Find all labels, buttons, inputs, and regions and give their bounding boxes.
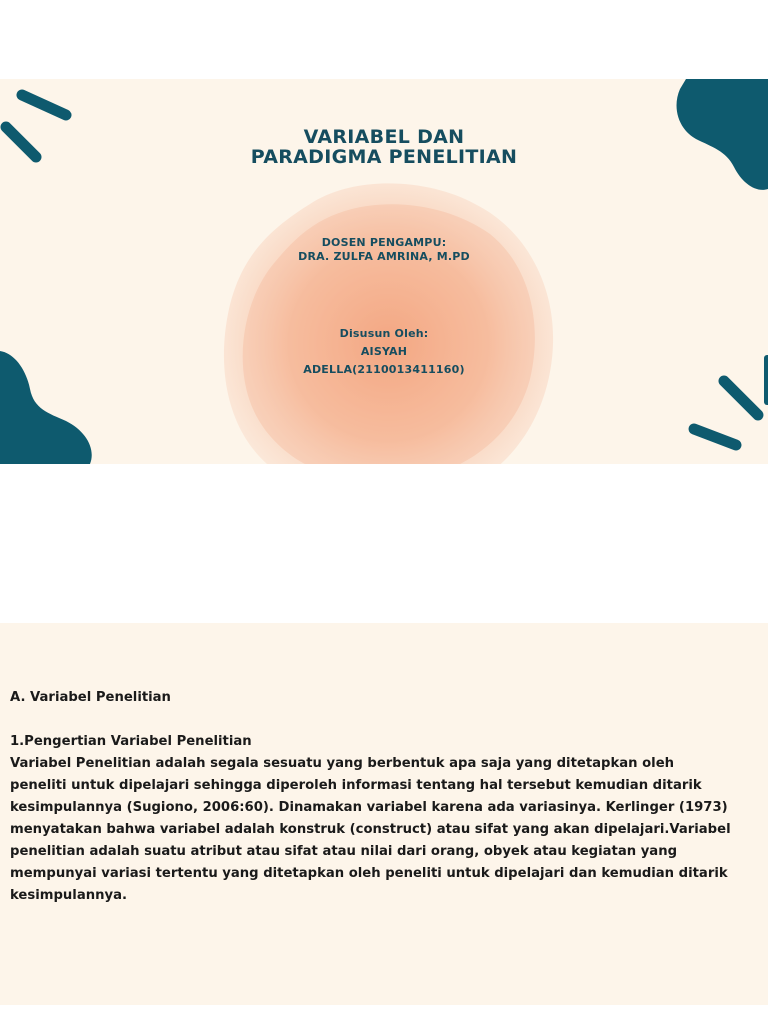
content-body — [10, 687, 766, 907]
author-label: Disusun Oleh: — [339, 327, 429, 340]
paragraph-line: mempunyai variasi tertentu yang ditetapkan oleh peneliti untuk dipelajari dan kemudian ditarik — [10, 866, 728, 881]
accent-dash-bottom-right — [686, 371, 768, 455]
section-heading: A. Variabel Penelitian — [10, 690, 171, 705]
paragraph-line: kesimpulannya (Sugiono, 2006:60). Dinamakan variabel karena ada variasinya. Kerlinger (1973) — [10, 800, 728, 815]
paragraph-line: peneliti untuk dipelajari sehingga diperoleh informasi tentang hal tersebut kemudian ditarik — [10, 778, 702, 793]
paragraph-line: kesimpulannya. — [10, 888, 128, 903]
paragraph-line: Variabel Penelitian adalah segala sesuatu yang berbentuk apa saja yang ditetapkan oleh — [10, 756, 675, 771]
lecturer-label: DOSEN PENGAMPU: — [321, 236, 447, 249]
watercolor-blob — [215, 174, 560, 464]
paragraph-line: penelitian adalah suatu atribut atau sifat atau nilai dari orang, obyek atau kegiatan yang — [10, 844, 678, 859]
content-slide — [0, 623, 768, 1005]
watercolor-blob-graphic — [215, 174, 560, 464]
author-block — [0, 325, 768, 379]
lecturer-name: DRA. ZULFA AMRINA, M.PD — [298, 250, 470, 263]
author-name-line1: AISYAH — [360, 345, 408, 358]
lecturer-block — [0, 236, 768, 264]
paragraph-line: menyatakan bahwa variabel adalah konstruk (construct) atau sifat yang akan dipelajari.Variabel — [10, 822, 731, 837]
cover-title-line2: PARADIGMA PENELITIAN — [250, 146, 518, 168]
cover-title — [0, 127, 768, 167]
author-name-line2: ADELLA(2110013411160) — [303, 363, 465, 376]
subsection-heading: 1.Pengertian Variabel Penelitian — [10, 734, 252, 749]
cover-title-line1: VARIABEL DAN — [303, 126, 465, 148]
